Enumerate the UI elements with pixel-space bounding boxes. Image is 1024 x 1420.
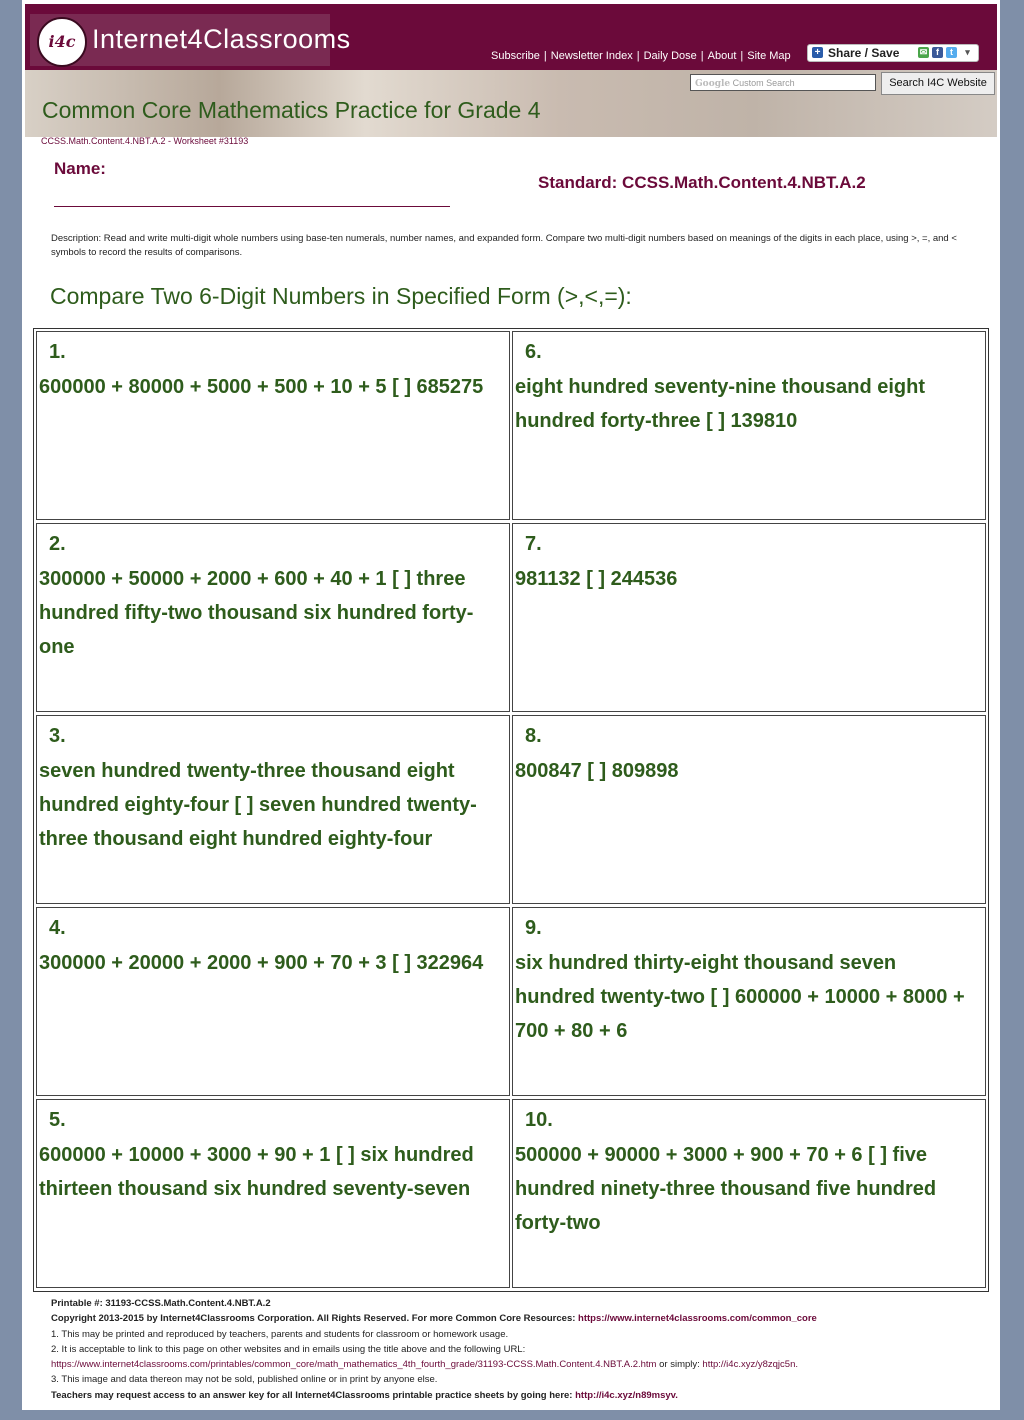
description: Description: Read and write multi-digit whole numbers using base-ten numerals, number names, and expanded form. Compare two multi-digit numbers based on meanings of the digits in each place, using >, =, and < symbols to record the results of comparisons. <box>51 233 957 258</box>
search-input[interactable] <box>690 74 876 91</box>
footer-line-2: 2. It is acceptable to link to this page on other websites and in emails using the title above and the following URL: <box>51 1343 526 1355</box>
search-placeholder: Custom Search <box>732 78 795 88</box>
question-cell <box>512 523 986 712</box>
share-plus-icon: + <box>812 47 823 58</box>
site-logo[interactable] <box>30 14 351 66</box>
top-nav <box>491 50 791 62</box>
page-title: Common Core Mathematics Practice for Grade 4 <box>42 97 541 123</box>
standard-label: Standard: CCSS.Math.Content.4.NBT.A.2 <box>538 173 866 192</box>
nav-separator: | <box>700 50 704 62</box>
name-label: Name: <box>54 159 106 178</box>
nav-separator: | <box>740 50 744 62</box>
footer-copyright <box>51 1311 991 1326</box>
nav-newsletter-index[interactable]: Newsletter Index <box>550 50 633 62</box>
question-cell <box>36 715 510 904</box>
nav-site-map[interactable]: Site Map <box>747 50 791 62</box>
site-header <box>25 4 997 137</box>
nav-subscribe[interactable]: Subscribe <box>491 50 540 62</box>
worksheet-long-url[interactable]: https://www.internet4classrooms.com/printables/common_core/math_mathematics_4th_fourth_grade/31193-CCSS.Math.Content.4.NBT.A.2.htm <box>51 1359 657 1371</box>
question-number: 5. <box>49 1109 66 1131</box>
nav-daily-dose[interactable]: Daily Dose <box>643 50 697 62</box>
footer-url-line <box>51 1357 991 1372</box>
nav-about[interactable]: About <box>707 50 737 62</box>
question-text: 600000 + 80000 + 5000 + 500 + 10 + 5 [ ] 685275 <box>39 376 484 398</box>
question-cell <box>36 331 510 520</box>
worksheet-short-url[interactable]: http://i4c.xyz/y8zqjc5n. <box>702 1359 798 1371</box>
question-text: six hundred thirty-eight thousand seven hundred twenty-two [ ] 600000 + 10000 + 8000 + 700 + 80 + 6 <box>515 952 965 1042</box>
facebook-icon[interactable]: f <box>932 47 943 58</box>
question-number: 4. <box>49 917 66 939</box>
section-title: Compare Two 6-Digit Numbers in Specified Form (>,<,=): <box>50 283 632 309</box>
share-email-icon[interactable]: ✉ <box>919 47 928 57</box>
question-number: 7. <box>525 533 542 555</box>
chevron-down-icon[interactable]: ▾ <box>965 47 970 57</box>
question-cell <box>512 715 986 904</box>
question-cell <box>36 1099 510 1288</box>
question-grid <box>33 328 989 1292</box>
question-text: 300000 + 50000 + 2000 + 600 + 40 + 1 [ ] three hundred fifty-two thousand six hundred forty-one <box>39 568 474 658</box>
footer-answer-key <box>51 1388 991 1403</box>
twitter-icon[interactable]: t <box>946 47 957 58</box>
question-cell <box>36 523 510 712</box>
question-text: 600000 + 10000 + 3000 + 90 + 1 [ ] six hundred thirteen thousand six hundred seventy-seven <box>39 1144 474 1200</box>
copyright-text: Copyright 2013-2015 by Internet4Classrooms Corporation. All Rights Reserved. For more Common Core Resources: <box>51 1313 579 1325</box>
page <box>22 0 1000 1410</box>
nav-separator: | <box>636 50 640 62</box>
footer-line-3: 3. This image and data thereon may not be sold, published online or in print by anyone else. <box>51 1374 438 1386</box>
question-text: seven hundred twenty-three thousand eight hundred eighty-four [ ] seven hundred twenty-three thousand eight hundred eighty-four <box>39 760 477 850</box>
answer-key-text: Teachers may request access to an answer key for all Internet4Classrooms printable practice sheets by going here: <box>51 1389 576 1401</box>
share-label: Share / Save <box>828 46 900 60</box>
common-core-link[interactable]: https://www.internet4classrooms.com/common_core <box>578 1313 817 1325</box>
question-cell <box>512 331 986 520</box>
question-number: 2. <box>49 533 66 555</box>
question-number: 3. <box>49 725 66 747</box>
worksheet-id: CCSS.Math.Content.4.NBT.A.2 - Worksheet #31193 <box>41 136 249 146</box>
google-logo: Google <box>695 79 731 89</box>
answer-key-link[interactable]: http://i4c.xyz/n89msyv. <box>575 1389 678 1401</box>
footer-printable: Printable #: 31193-CCSS.Math.Content.4.NBT.A.2 <box>51 1298 271 1309</box>
question-number: 1. <box>49 341 66 363</box>
footer <box>51 1296 991 1403</box>
name-line <box>54 206 450 207</box>
question-number: 6. <box>525 341 542 363</box>
question-cell <box>512 1099 986 1288</box>
question-cell <box>36 907 510 1096</box>
nav-separator: | <box>543 50 547 62</box>
logo-badge-icon: i4c <box>37 17 87 67</box>
question-text: 300000 + 20000 + 2000 + 900 + 70 + 3 [ ] 322964 <box>39 952 484 974</box>
question-number: 10. <box>525 1109 553 1131</box>
question-text: 500000 + 90000 + 3000 + 900 + 70 + 6 [ ] five hundred ninety-three thousand five hundred forty-two <box>515 1144 937 1234</box>
search-button[interactable]: Search I4C Website <box>881 72 995 95</box>
logo-text: Internet4Classrooms <box>92 24 351 54</box>
or-simply-text: or simply: <box>656 1359 703 1371</box>
question-text: eight hundred seventy-nine thousand eight hundred forty-three [ ] 139810 <box>515 376 926 432</box>
question-text: 800847 [ ] 809898 <box>515 760 679 782</box>
question-number: 8. <box>525 725 542 747</box>
question-cell <box>512 907 986 1096</box>
question-number: 9. <box>525 917 542 939</box>
footer-line-1: 1. This may be printed and reproduced by teachers, parents and students for classroom or homework usage. <box>51 1328 509 1340</box>
share-save-button[interactable] <box>807 44 979 62</box>
question-text: 981132 [ ] 244536 <box>515 568 678 590</box>
